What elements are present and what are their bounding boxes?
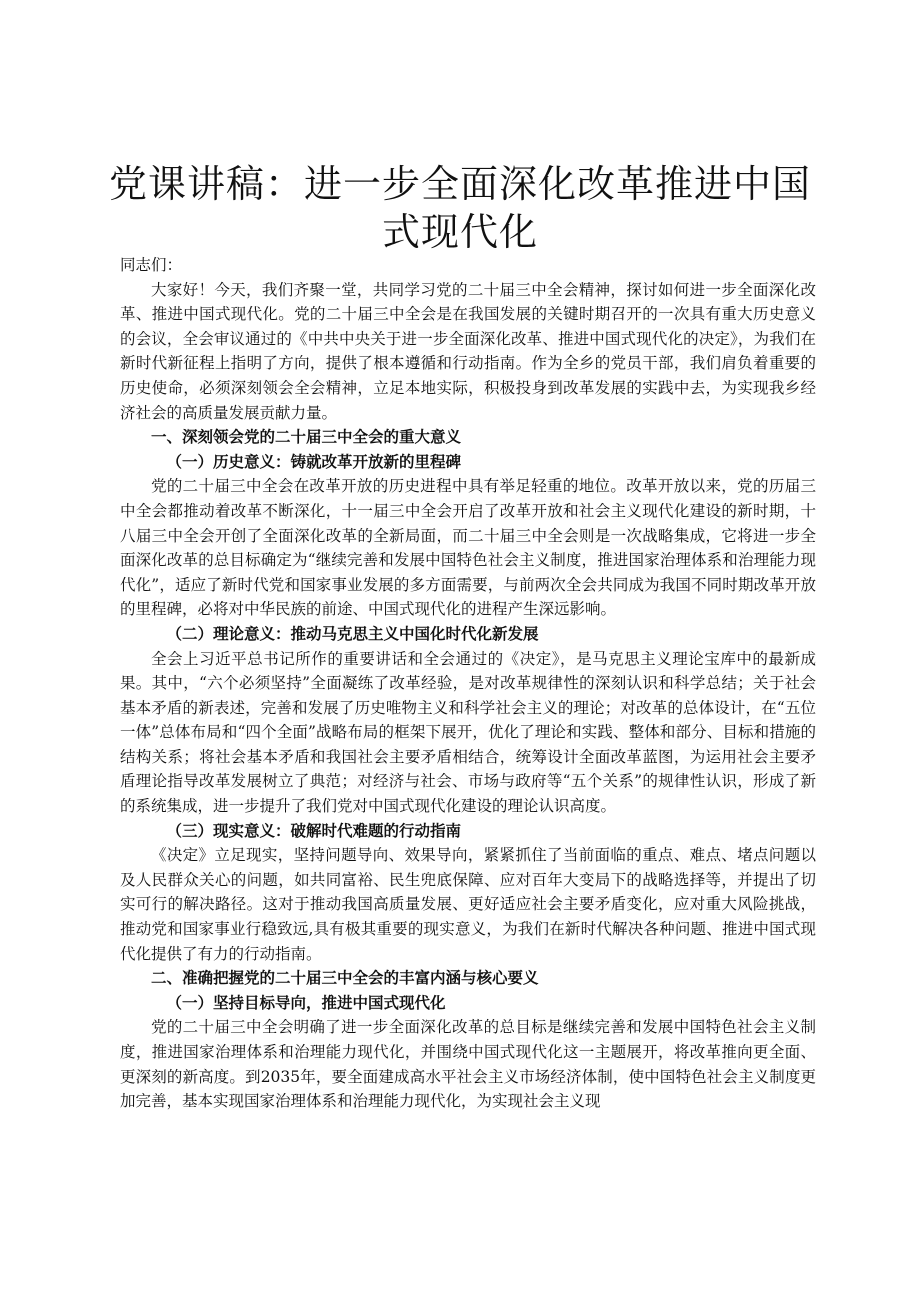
section-2-1-heading: （一）坚持目标导向，推进中国式现代化 xyxy=(166,993,446,1012)
section-1-2-paragraph: 全会上习近平总书记所作的重要讲话和全会通过的《决定》，是马克思主义理论宝库中的最新成果。其中，“六个必须坚持”全面凝练了改革经验，是对改革规律性的深刻认识和科学总结；关于社会基本矛盾的新表述，完善和发展了历史唯物主义和科学社会主义的理论；对改革的总体设计，在“五位一体”总体布局和“四个全面”战略布局的框架下展开，优化了理论和实践、整体和部分、目标和措施的结构关系；将社会基本矛盾和我国社会主要矛盾相结合，统筹设计全面改革蓝图，为运用社会主要矛盾理论指导改革发展树立了典范；对经济与社会、市场与政府等“五个关系”的规律性认识，形成了新的系统集成，进一步提升了我们党对中国式现代化建设的理论认识高度。 xyxy=(120,649,816,816)
document-body xyxy=(120,253,816,1114)
section-1-heading: 一、深刻领会党的二十届三中全会的重大意义 xyxy=(151,428,462,447)
section-1-3-paragraph: 《决定》立足现实，坚持问题导向、效果导向，紧紧抓住了当前面临的重点、难点、堵点问题以及人民群众关心的问题，如共同富裕、民生兜底保障、应对百年大变局下的战略选择等，并提出了切实可行的解决路径。这对于推动我国高质量发展、更好适应社会主要矛盾变化，应对重大风险挑战，推动党和国家事业行稳致远,具有极其重要的现实意义，为我们在新时代解决各种问题、推进中国式现代化提供了有力的行动指南。 xyxy=(120,846,816,963)
section-1-2-heading: （二）理论意义：推动马克思主义中国化时代化新发展 xyxy=(166,624,539,643)
section-1-1-paragraph: 党的二十届三中全会在改革开放的历史进程中具有举足轻重的地位。改革开放以来，党的历届三中全会都推动着改革不断深化，十一届三中全会开启了改革开放和社会主义现代化建设的新时期，十八届三中全会开创了全面深化改革的全新局面，而二十届三中全会则是一次战略集成，它将进一步全面深化改革的总目标确定为“继续完善和发展中国特色社会主义制度，推进国家治理体系和治理能力现代化”，适应了新时代党和国家事业发展的多方面需要，与前两次全会共同成为我国不同时期改革开放的里程碑，必将对中华民族的前途、中国式现代化的进程产生深远影响。 xyxy=(120,477,816,619)
document-title: 党课讲稿：进一步全面深化改革推进中国式现代化 xyxy=(108,162,811,254)
salutation: 同志们： xyxy=(120,256,183,274)
section-1-3-heading: （三）现实意义：破解时代难题的行动指南 xyxy=(166,821,462,840)
section-2-1-paragraph: 党的二十届三中全会明确了进一步全面深化改革的总目标是继续完善和发展中国特色社会主义制度，推进国家治理体系和治理能力现代化，并围绕中国式现代化这一主题展开，将改革推向更全面、更深刻的新高度。到2035年，要全面建成高水平社会主义市场经济体制，使中国特色社会主义制度更加完善，基本实现国家治理体系和治理能力现代化，为实现社会主义现 xyxy=(120,1018,816,1111)
intro-paragraph: 大家好！今天，我们齐聚一堂，共同学习党的二十届三中全会精神，探讨如何进一步全面深化改革、推进中国式现代化。党的二十届三中全会是在我国发展的关键时期召开的一次具有重大历史意义的会议，全会审议通过的《中共中央关于进一步全面深化改革、推进中国式现代化的决定》，为我们在新时代新征程上指明了方向，提供了根本遵循和行动指南。作为全乡的党员干部，我们肩负着重要的历史使命，必须深刻领会全会精神，立足本地实际，积极投身到改革发展的实践中去，为实现我乡经济社会的高质量发展贡献力量。 xyxy=(120,280,816,422)
section-2-heading: 二、准确把握党的二十届三中全会的丰富内涵与核心要义 xyxy=(151,969,539,988)
section-1-1-heading: （一）历史意义：铸就改革开放新的里程碑 xyxy=(166,452,462,471)
